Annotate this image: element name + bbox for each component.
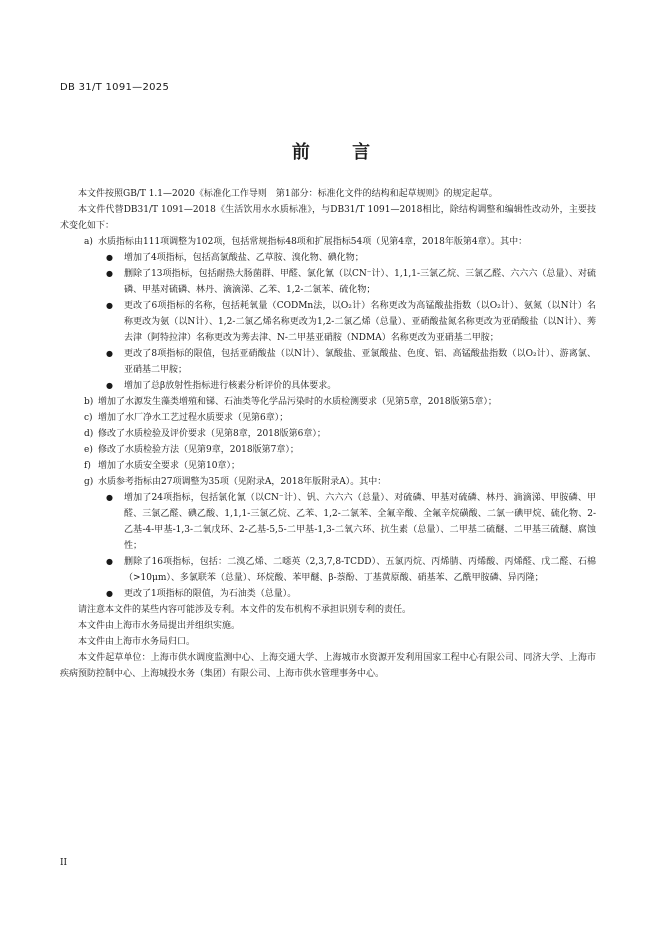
bullet-dot-icon: ● (106, 493, 113, 502)
list-item (60, 234, 596, 250)
page-number: II (60, 858, 68, 868)
list-item (60, 410, 596, 426)
bullet-dot-icon: ● (106, 589, 113, 598)
bullet-item (60, 250, 596, 266)
list-item-marker: b) (84, 397, 94, 407)
list-item (60, 458, 596, 474)
intro-paragraph: 本文件按照GB/T 1.1—2020《标准化工作导则 第1部分：标准化文件的结构和起草规则》的规定起草。 (78, 189, 498, 199)
bullet-item (60, 378, 596, 394)
closing-paragraph: 本文件由上海市水务局提出并组织实施。 (78, 621, 241, 631)
intro-paragraph: 本文件代替DB31/T 1091—2018《生活饮用水水质标准》，与DB31/T 1091—2018相比，除结构调整和编辑性改动外，主要技术变化如下： (60, 205, 596, 231)
bullet-item (60, 490, 596, 554)
closing-paragraph: 请注意本文件的某些内容可能涉及专利。本文件的发布机构不承担识别专利的责任。 (78, 605, 412, 615)
bullet-text: 增加了总β放射性指标进行核素分析评价的具体要求。 (124, 381, 337, 391)
bullet-text: 增加了4项指标，包括高氯酸盐、乙草胺、溴化物、碘化物； (124, 253, 364, 263)
bullet-item (60, 346, 596, 378)
bullet-dot-icon: ● (106, 381, 113, 390)
list-item-text: 修改了水质检验方法（见第9章，2018版第7章）； (98, 445, 299, 455)
bullet-item (60, 298, 596, 346)
list-item-text: 增加了水质安全要求（见第10章）； (98, 461, 240, 471)
closing-paragraph: 本文件由上海市水务局归口。 (78, 637, 196, 647)
list-item (60, 394, 596, 410)
document-body (60, 186, 596, 682)
bullet-text: 增加了24项指标，包括氯化氰（以CN⁻计）、钒、六六六（总量）、对硫磷、甲基对硫磷、林丹、滴滴涕、甲胺磷、甲醛、三氯乙醛、碘乙酸、1,1,1-三氯乙烷、乙苯、1,2-二氯苯、全氟辛酸、全氟辛烷磺酸、二氯一碘甲烷、硫化物、2-乙基-4-甲基-1,3-二氧戊环、2-乙基-5,5-二甲基-1,3-二氧六环、抗生素（总量）、二甲基二硫醚、二甲基三硫醚、腐蚀性； (124, 493, 596, 551)
list-item-text: 水质指标由111项调整为102项，包括常规指标48项和扩展指标54项（见第4章，2018年版第4章）。其中： (98, 237, 528, 247)
bullet-item (60, 266, 596, 298)
list-item (60, 474, 596, 490)
bullet-dot-icon: ● (106, 253, 113, 262)
bullet-item (60, 554, 596, 586)
list-item-marker: c) (84, 413, 93, 423)
list-item-marker: d) (84, 429, 94, 439)
list-item-marker: g) (84, 477, 94, 487)
list-item (60, 442, 596, 458)
closing-paragraph: 本文件起草单位：上海市供水调度监测中心、上海交通大学、上海城市水资源开发利用国家工程中心有限公司、同济大学、上海市疾病预防控制中心、上海城投水务（集团）有限公司、上海市供水管理事务中心。 (60, 653, 596, 679)
list-item-text: 增加了水源发生藻类增殖和锑、石油类等化学品污染时的水质检测要求（见第5章，2018版第5章）； (98, 397, 497, 407)
list-item-text: 增加了水厂净水工艺过程水质要求（见第6章）； (98, 413, 289, 423)
bullet-dot-icon: ● (106, 557, 113, 566)
list-item-marker: e) (84, 445, 93, 455)
bullet-dot-icon: ● (106, 269, 113, 278)
list-item-text: 修改了水质检验及评价要求（见第8章，2018版第6章）； (98, 429, 326, 439)
list-item-text: 水质参考指标由27项调整为35项（见附录A，2018年版附录A）。其中： (98, 477, 387, 487)
bullet-text: 更改了1项指标的限值，为石油类（总量）。 (124, 589, 297, 599)
list-item-marker: f) (84, 461, 91, 471)
bullet-text: 更改了6项指标的名称，包括耗氧量（CODMn法，以O₂计）名称更改为高锰酸盐指数（以O₂计）、氨氮（以N计）名称更改为氨（以N计）、1,2-二氯乙烯名称更改为1,2-二氯乙烯（总量）、亚硝酸盐氮名称更改为亚硝酸盐（以N计）、莠去津（阿特拉津）名称更改为莠去津、N-二甲基亚硝胺（NDMA）名称更改为亚硝基二甲胺； (124, 301, 596, 343)
list-item (60, 426, 596, 442)
bullet-text: 删除了16项指标，包括：二溴乙烯、二噁英（2,3,7,8-TCDD）、五氯丙烷、丙烯腈、丙烯酸、丙烯醛、戊二醛、石棉（>10μm）、多氯联苯（总量）、环烷酸、苯甲醚、β-萘酚、丁基黄原酸、硝基苯、乙酰甲胺磷、异丙隆； (124, 557, 596, 583)
bullet-text: 更改了8项指标的限值，包括亚硝酸盐（以N计）、氯酸盐、亚氯酸盐、色度、铝、高锰酸盐指数（以O₂计）、游离氯、亚硝基二甲胺； (124, 349, 596, 375)
bullet-dot-icon: ● (106, 349, 113, 358)
document-id: DB 31/T 1091—2025 (60, 82, 170, 93)
page-title: 前 言 (291, 142, 389, 163)
bullet-text: 删除了13项指标，包括耐热大肠菌群、甲醛、氯化氰（以CN⁻计）、1,1,1-三氯乙烷、三氯乙醛、六六六（总量）、对硫磷、甲基对硫磷、林丹、滴滴涕、乙苯、1,2-二氯苯、硫化物； (124, 269, 596, 295)
bullet-item (60, 586, 596, 602)
bullet-dot-icon: ● (106, 301, 113, 310)
changes-list (60, 234, 596, 602)
list-item-marker: a) (84, 237, 93, 247)
